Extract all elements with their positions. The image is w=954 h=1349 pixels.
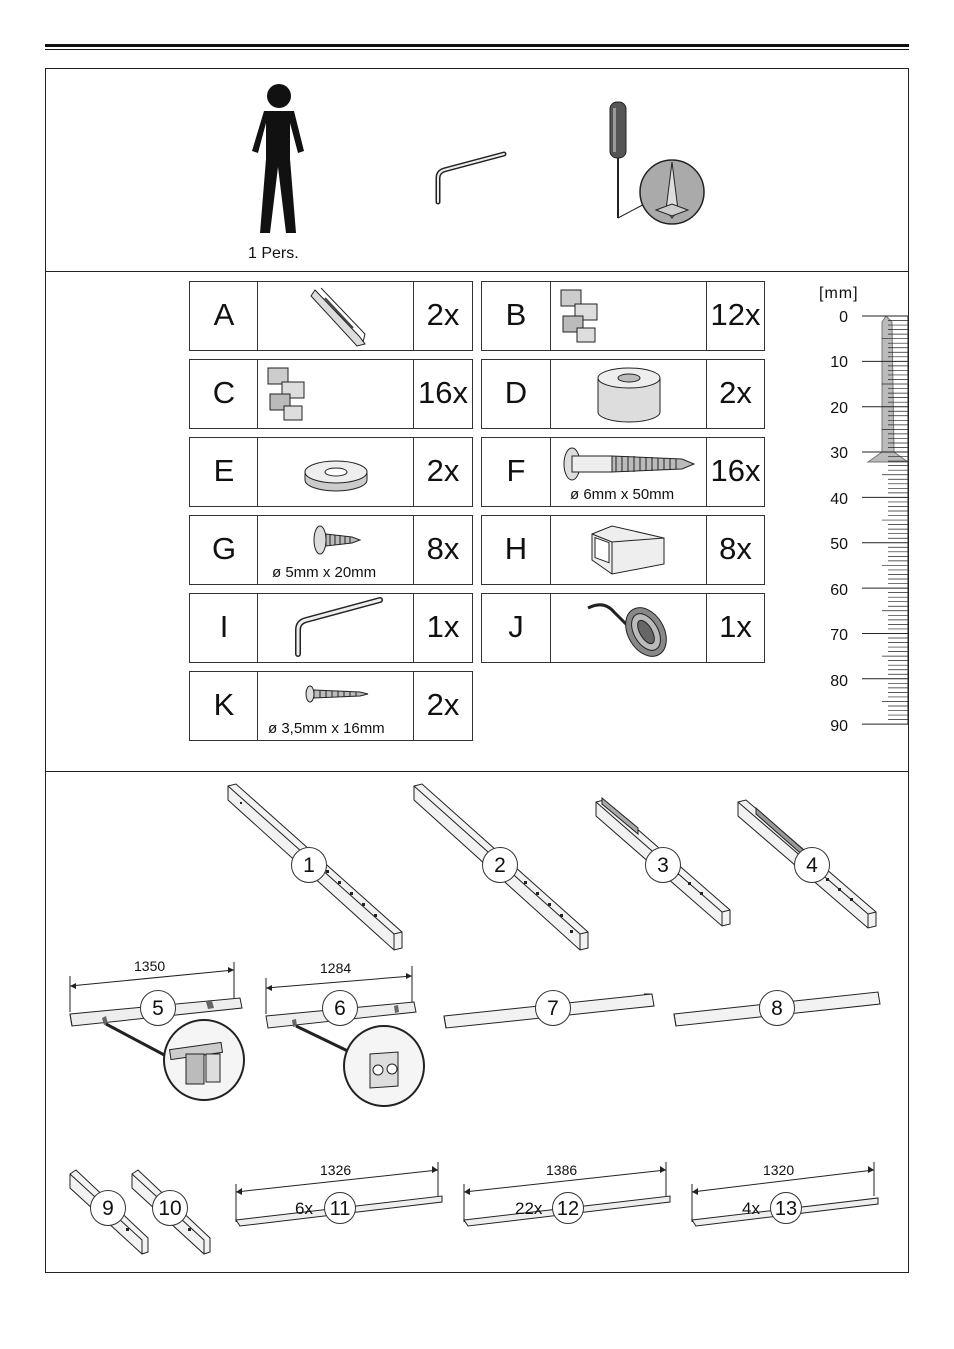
part-number-11: 11 bbox=[324, 1192, 356, 1224]
washer-ring-icon bbox=[303, 458, 369, 494]
part-number-9: 9 bbox=[90, 1190, 126, 1226]
part-number-5: 5 bbox=[140, 990, 176, 1026]
ruler-label: 70 bbox=[830, 627, 848, 644]
ruler-unit: [mm] bbox=[819, 285, 859, 302]
hex-key-icon bbox=[430, 150, 510, 210]
part-qty: 2x bbox=[426, 297, 460, 332]
part-number-13: 13 bbox=[770, 1192, 802, 1224]
part-letter: E bbox=[213, 453, 235, 488]
felt-tape-roll-icon bbox=[584, 598, 674, 660]
length-6: 1284 bbox=[320, 960, 352, 976]
spacer-cylinder-icon bbox=[596, 366, 662, 424]
part-qty: 2x bbox=[426, 687, 460, 722]
ruler-label: 0 bbox=[839, 309, 848, 326]
part-letter: G bbox=[211, 531, 237, 566]
length-5: 1350 bbox=[134, 958, 166, 974]
length-12: 1386 bbox=[546, 1162, 578, 1178]
part-letter: D bbox=[504, 375, 528, 410]
part-number-7: 7 bbox=[535, 990, 571, 1026]
part-dimension: ø 5mm x 20mm bbox=[272, 564, 377, 581]
length-11: 1326 bbox=[320, 1162, 352, 1178]
wood-screw-icon bbox=[562, 444, 698, 484]
part-number-10: 10 bbox=[152, 1190, 188, 1226]
connector-clip-icon bbox=[262, 364, 312, 424]
header-rule-thin bbox=[45, 49, 909, 50]
bar-6-drawing bbox=[262, 962, 430, 1112]
ruler-label: 80 bbox=[830, 673, 848, 690]
part-letter: K bbox=[213, 687, 235, 722]
ruler-label: 50 bbox=[830, 536, 848, 553]
part-qty: 2x bbox=[426, 453, 460, 488]
part-qty: 16x bbox=[710, 453, 761, 488]
part-number-6: 6 bbox=[322, 990, 358, 1026]
ruler-screw-silhouette bbox=[868, 316, 908, 462]
part-number-4: 4 bbox=[794, 847, 830, 883]
part-number-3: 3 bbox=[645, 847, 681, 883]
part-number-1: 1 bbox=[291, 847, 327, 883]
part-qty: 12x bbox=[710, 297, 761, 332]
part-number-12: 12 bbox=[552, 1192, 584, 1224]
allen-key-icon bbox=[290, 596, 386, 658]
persons-label: 1 Pers. bbox=[248, 245, 299, 262]
small-screw-icon bbox=[304, 684, 370, 704]
part-dimension: ø 3,5mm x 16mm bbox=[268, 720, 385, 737]
ruler-scale bbox=[860, 312, 910, 732]
section-divider-tools bbox=[45, 271, 909, 272]
person-icon bbox=[240, 82, 320, 242]
header-rule-thick bbox=[45, 44, 909, 47]
sleeve-icon bbox=[588, 524, 668, 576]
part-number-8: 8 bbox=[759, 990, 795, 1026]
ruler-label: 30 bbox=[830, 445, 848, 462]
part-number-2: 2 bbox=[482, 847, 518, 883]
bracket-clip-icon bbox=[305, 284, 375, 348]
ruler-label: 60 bbox=[830, 582, 848, 599]
part-qty: 8x bbox=[426, 531, 460, 566]
part-letter: F bbox=[506, 453, 526, 488]
ruler-label: 20 bbox=[830, 400, 848, 417]
part-dimension: ø 6mm x 50mm bbox=[570, 486, 675, 503]
part-qty: 8x bbox=[719, 531, 752, 566]
ruler-label: 90 bbox=[830, 718, 848, 735]
connector-clip-icon bbox=[555, 286, 605, 346]
part-letter: J bbox=[508, 609, 524, 644]
part-qty: 2x bbox=[719, 375, 752, 410]
part-letter: B bbox=[505, 297, 527, 332]
short-screw-icon bbox=[312, 524, 362, 560]
count-13: 4x bbox=[742, 1199, 760, 1218]
part-qty: 1x bbox=[426, 609, 460, 644]
count-12: 22x bbox=[515, 1199, 543, 1218]
ruler-label: 40 bbox=[830, 491, 848, 508]
phillips-screwdriver-icon bbox=[600, 100, 710, 230]
part-letter: I bbox=[219, 609, 229, 644]
count-11: 6x bbox=[295, 1199, 313, 1218]
length-13: 1320 bbox=[763, 1162, 795, 1178]
part-letter: C bbox=[212, 375, 236, 410]
part-qty: 1x bbox=[719, 609, 752, 644]
section-divider-parts bbox=[45, 771, 909, 772]
ruler-label: 10 bbox=[830, 354, 848, 371]
part-letter: H bbox=[504, 531, 528, 566]
part-letter: A bbox=[213, 297, 235, 332]
bar-5-drawing bbox=[66, 962, 246, 1102]
part-qty: 16x bbox=[418, 375, 468, 410]
